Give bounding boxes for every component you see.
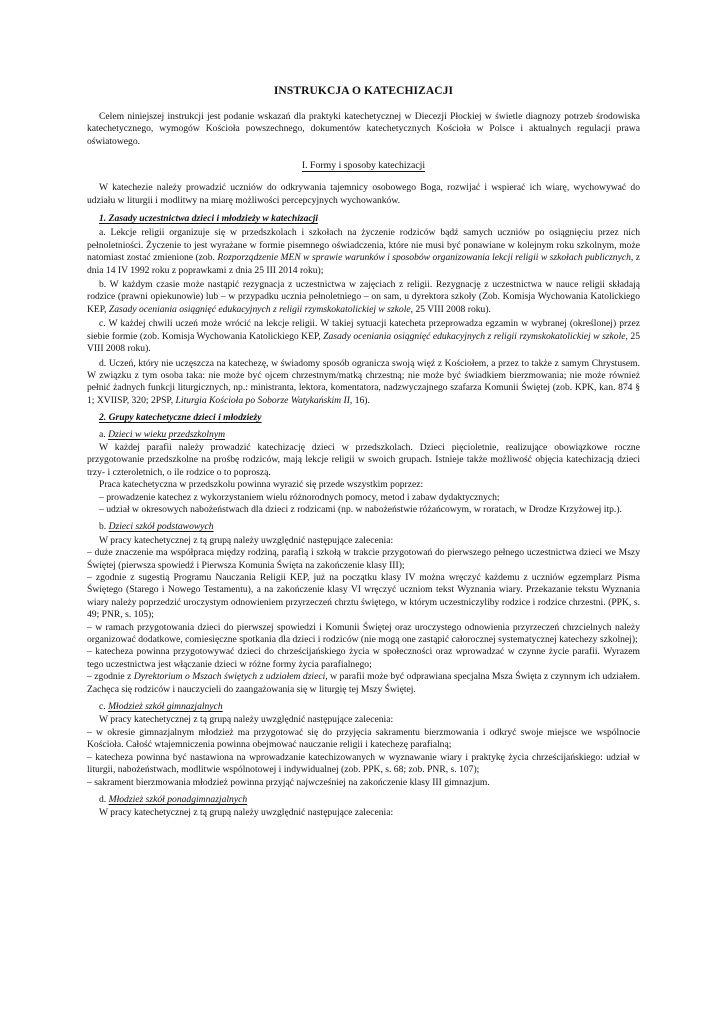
group-b-title: Dzieci szkół podstawowych — [108, 521, 214, 533]
paragraph-1b-tail: , 25 VIII 2008 roku). — [410, 303, 491, 315]
group-a-heading — [87, 429, 640, 441]
group-a-paragraph-2: Praca katechetyczna w przedszkolu powinna wyrazić się przede wszystkim poprzez: — [99, 479, 424, 491]
group-b-bullet-3: – w ramach przygotowania dzieci do pierwszej spowiedzi i Komunii Świętej oraz uroczystego odnowienia przyrzeczeń chrzcielnych należy organizować dodatkowe, comiesięczne spotkania dla dzieci i rodziców (nie mogą one zastąpić całorocznej systematycznej katechezy szkolnej); — [87, 621, 640, 646]
group-a-bullet-1: – prowadzenie katechez z wykorzystaniem wielu różnorodnych pomocy, metod i zabaw dydaktycznych; — [99, 491, 500, 503]
group-b-bullet-5 — [87, 671, 640, 696]
paragraph-1d-tail: , 16). — [349, 394, 370, 406]
paragraph-1a — [87, 227, 640, 277]
group-d-paragraph-1: W pracy katechetycznej z tą grupą należy uwzględnić następujące zalecenia: — [99, 807, 394, 819]
paragraph-1a-tail: , z dnia 14 IV 1992 roku z poprawkami z dnia 25 III 2014 roku); — [87, 252, 640, 276]
group-c-paragraph-1: W pracy katechetycznej z tą grupą należy uwzględnić następujące zalecenia: — [99, 714, 394, 726]
paragraph-1c-tail: , 25 VIII 2008 roku). — [87, 330, 640, 355]
paragraph-1d — [87, 358, 640, 408]
subsection-1-heading: 1. Zasady uczestnictwa dzieci i młodzieży w katechizacji — [99, 213, 319, 225]
group-a-label: a. — [99, 428, 109, 440]
section-1-heading-text: I. Formy i sposoby katechizacji — [301, 160, 426, 172]
group-a-title: Dzieci w wieku przedszkolnym — [108, 428, 226, 440]
group-b-paragraph-1: W pracy katechetycznej z tą grupą należy uwzględnić następujące zalecenia: — [99, 534, 394, 546]
group-c-label: c. — [99, 701, 109, 713]
group-b-label: b. — [99, 521, 109, 533]
paragraph-1a-text: a. Lekcje religii organizuje się w przedszkolach i szkołach na życzenie rodziców bądź samych uczniów po osiągnięciu przez nich pełnoletniości. Życzenie to jest wyrażane w formie pisemnego oświadczenia, które nie musi być ponawiane w kolejnym roku szkolnym, może natomiast zostać zmienione (zob. — [87, 227, 640, 264]
section-1-lead: W katechezie należy prowadzić uczniów do odkrywania tajemnicy osobowego Boga, rozwijać i wspierać ich wiarę, wychowywać do udziału w liturgii i modlitwy na miarę możliwości percepcyjnych wychowanków. — [87, 182, 640, 206]
paragraph-1d-citation: Liturgia Kościoła po Soborze Watykańskim II — [175, 394, 350, 406]
group-c-bullet-1: – w okresie gimnazjalnym młodzież ma przygotować się do przyjęcia sakramentu bierzmowania i odkryć swoje miejsce we wspólnocie Kościoła. Całość wtajemniczenia powinna obejmować nauczanie religii i katechezę parafialną; — [87, 726, 640, 751]
intro-paragraph: Celem niniejszej instrukcji jest podanie wskazań dla praktyki katechetycznej w Diecezji Płockiej w świetle diagnozy potrzeb środowiska katechetycznego, wymogów Kościoła powszechnego, dokumentów katechetycznych Kościoła w Polsce i aktualnych regulacji prawa oświatowego. — [87, 111, 640, 147]
document-title: INSTRUKCJA O KATECHIZACJI — [273, 85, 454, 97]
group-d-label: d. — [99, 793, 109, 805]
group-a-bullet-2: – udział w okresowych nabożeństwach dla dzieci z rodzicami (np. w nabożeństwie różańcowym, w roratach, w Drodze Krzyżowej itp.). — [99, 503, 622, 515]
group-c-bullet-2: – katecheza powinna być nastawiona na wprowadzanie katechizowanych w wyznawanie wiary i praktykę życia chrześcijańskiego: udział w liturgii, nabożeństwach, modlitwie wspólnotowej i indywidualnej (zob. PPK, s. 68; zob. PNR, s. 107); — [87, 751, 640, 776]
paragraph-1b-text: b. W każdym czasie może nastąpić rezygnacja z uczestnictwa w zajęciach z religii. Rezygnację z uczestnictwa w nauce religii składają rodzice (prawni opiekunowie) lub – w przypadku ucznia pełnoletniego – on sam, u dyrektora szkoły (Zob. Komisja Wychowania Katolickiego KEP, — [87, 279, 640, 315]
group-a-paragraph-1: W każdej parafii należy prowadzić katechizację dzieci w przedszkolach. Dzieci pięcioletnie, realizujące obowiązkowe roczne przygotowanie przedszkolne na prośbę rodziców, mają lekcje religii w swoich grupach. Istnieje także możliwość objęcia katechizacją dzieci trzy- i czteroletnich, o ile rodzice o to poproszą. — [87, 441, 640, 478]
group-b-bullet-1: – duże znaczenie ma współpraca między rodziną, parafią i szkołą w trakcie przygotowań do pierwszego pełnego uczestnictwa dzieci we Mszy Świętej (pierwsza spowiedź i Pierwsza Komunia Święta na zakończenie klasy III); — [87, 547, 640, 571]
group-b-heading — [87, 521, 640, 533]
group-b-bullet-2: – zgodnie z sugestią Programu Nauczania Religii KEP, już na początku klasy IV można wręczyć każdemu z uczniów egzemplarz Pisma Świętego (Starego i Nowego Testamentu), a na zakończenie klasy VI wręczyć uczniom tekst Wyznania wiary. Przekazanie tekstu Wyznania wiary należy poprzedzić uroczystym odnowieniem przyrzeczeń chrztu świętego, w którym uczestniczyliby rodzice i rodzice chrzestni. (PPK, s. 49; PNR, s. 105); — [87, 572, 640, 621]
group-b-bullet-5-citation: Dyrektorium o Mszach świętych z udziałem dzieci — [133, 671, 326, 683]
paragraph-1c-citation: Zasady oceniania osiągnięć edukacyjnych z religii rzymskokatolickiej w szkole — [323, 330, 626, 342]
group-b-bullet-5-tail: , w parafii może być odprawiana specjalna Msza Święta z czynnym ich udziałem. Zachęca się rodziców i nauczycieli do zaangażowania się w liturgię tej Mszy Świętej. — [87, 671, 641, 695]
group-c-heading — [87, 701, 640, 713]
group-c-title: Młodzież szkół gimnazjalnych — [108, 701, 223, 713]
paragraph-1b-citation: Zasady oceniania osiągnięć edukacyjnych z religii rzymskokatolickiej w szkole — [108, 303, 411, 315]
paragraph-1c — [87, 318, 640, 355]
group-d-title: Młodzież szkół ponadgimnazjalnych — [108, 793, 248, 805]
paragraph-1d-text: d. Uczeń, który nie uczęszcza na katechezę, w świadomy sposób ogranicza swoją więź z Kościołem, a przez to także z samym Chrystusem. W związku z tym osoba taka: nie może być ojcem chrzestnym/matką chrzestną; nie może być świadkiem bierzmowania; nie może również pełnić żadnych funkcji liturgicznych, np.: ministranta, lektora, komentatora, nadzwyczajnego szafarza Komunii Świętej (zob. KPK, kan. 874 § 1; XVIISP, 320; 2PSP, — [87, 357, 640, 406]
group-b-bullet-5-text: – zgodnie z — [87, 671, 134, 683]
group-d-heading — [87, 794, 640, 806]
document-page — [87, 84, 640, 820]
paragraph-1c-text: c. W każdej chwili uczeń może wrócić na lekcje religii. W takiej sytuacji katecheta przeprowadza egzamin w wybranej (określonej) przez siebie formie (zob. Komisja Wychowania Katolickiego KEP, — [87, 318, 640, 342]
subsection-2-heading: 2. Grupy katechetyczne dzieci i młodzieży — [99, 412, 262, 424]
group-c-bullet-3: – sakrament bierzmowania młodzież powinna przyjąć najwcześniej na zakończenie klasy III gimnazjum. — [87, 776, 490, 788]
paragraph-1a-citation: Rozporządzenie MEN w sprawie warunków i sposobów organizowania lekcji religii w szkołach publicznych — [217, 252, 631, 264]
section-1-heading — [87, 160, 640, 172]
paragraph-1b — [87, 279, 640, 316]
group-b-bullet-4: – katecheza powinna przygotowywać dzieci do chrześcijańskiego życia w społeczności oraz wprowadzać w czynne życie parafii. Wyrazem tego uczestnictwa jest włączanie dzieci w różne formy życia parafialnego; — [87, 646, 640, 670]
